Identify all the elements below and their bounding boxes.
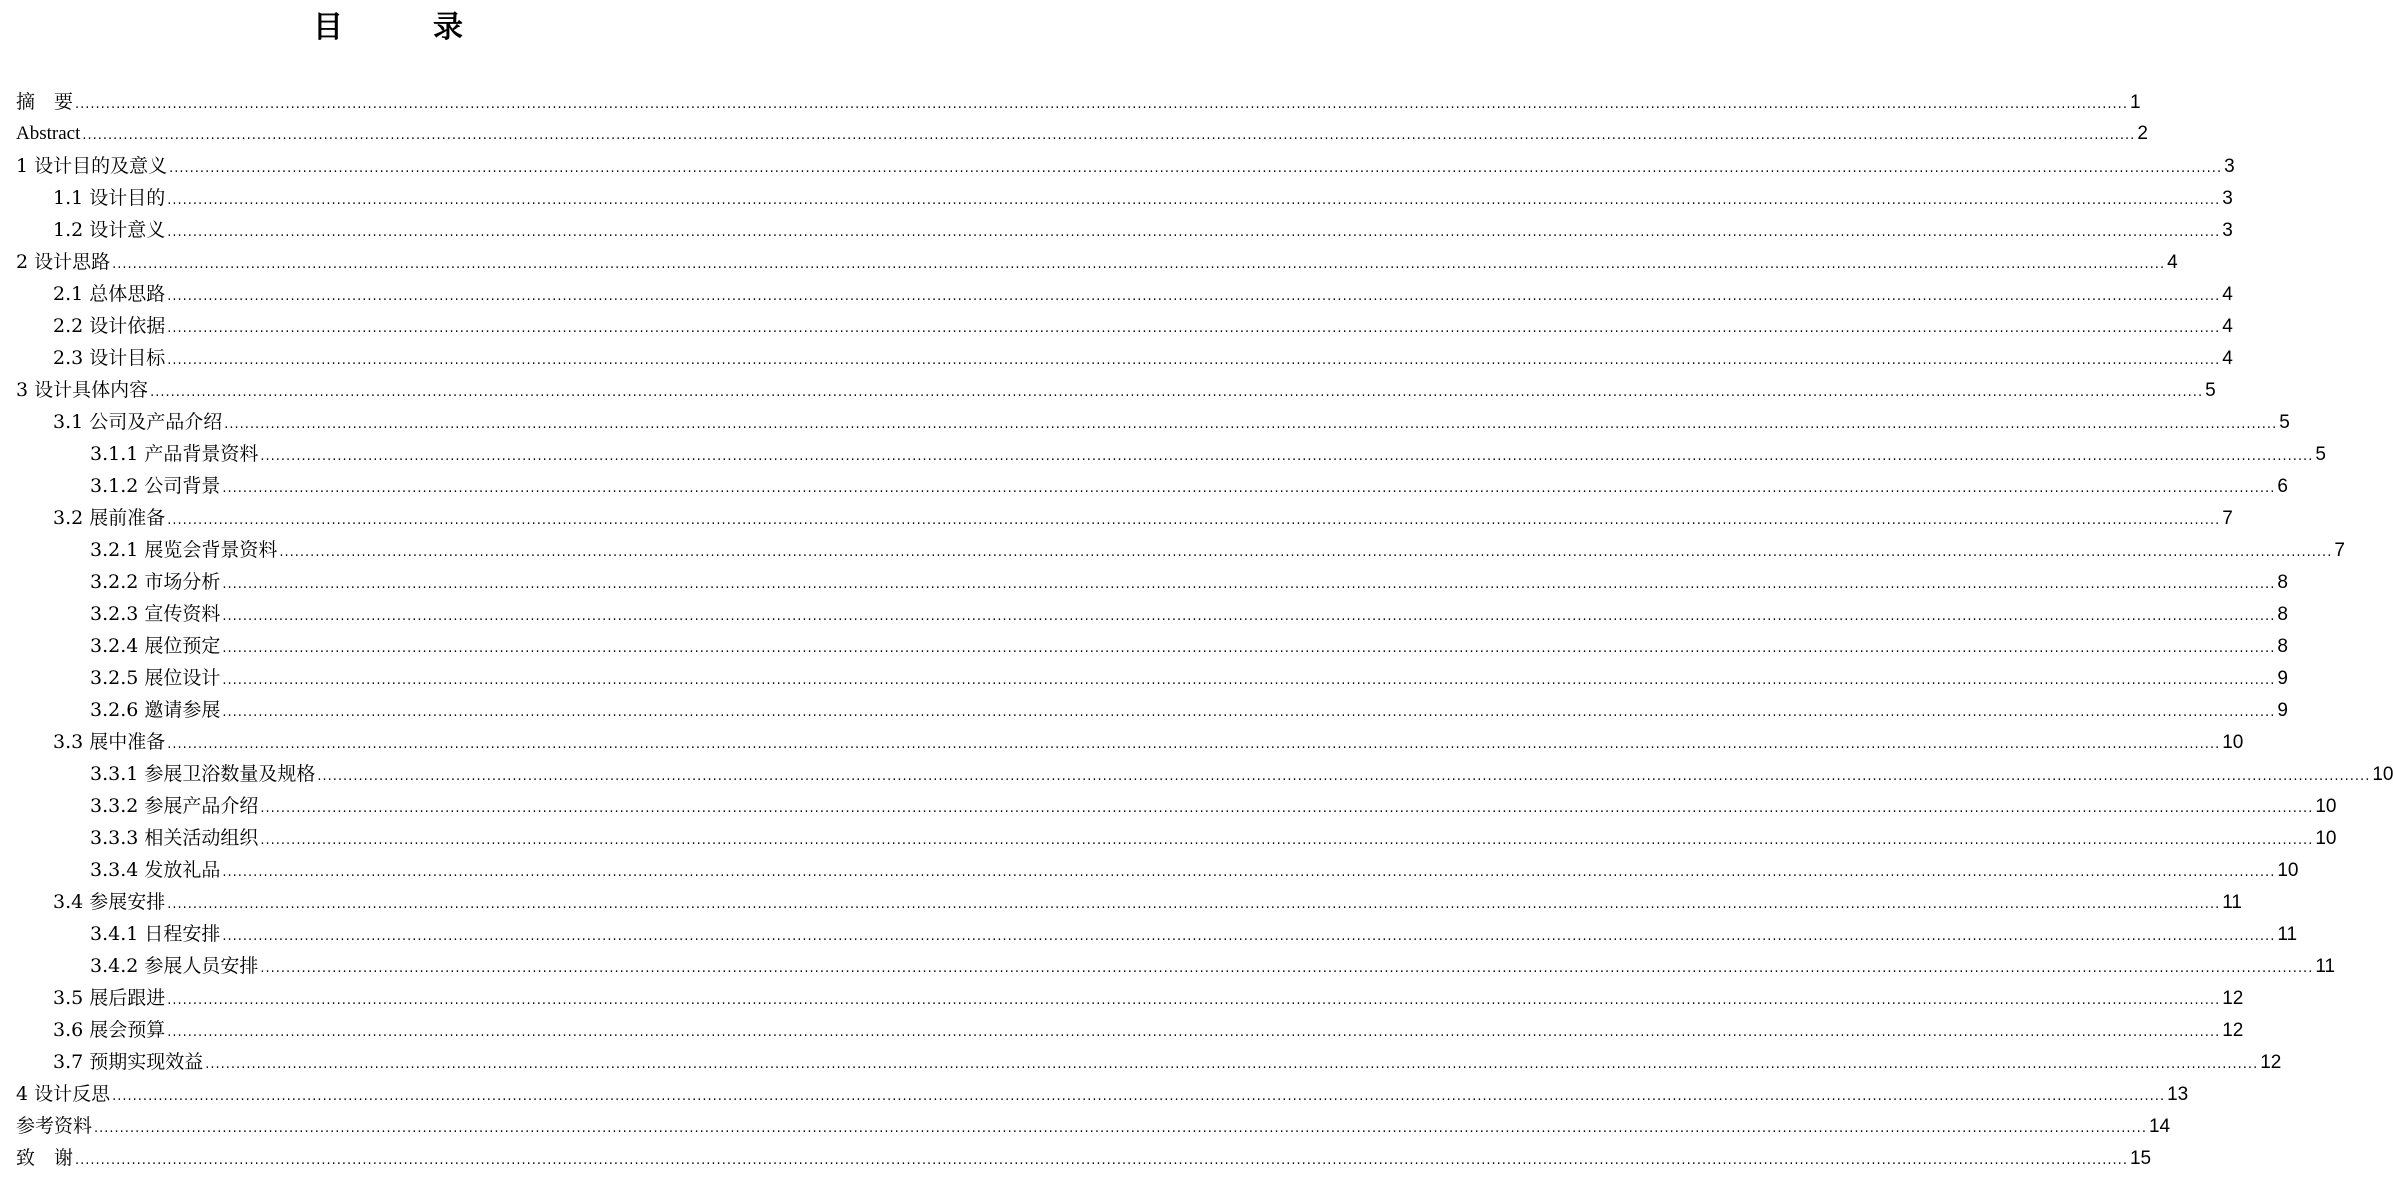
toc-entry[interactable] bbox=[16, 310, 2233, 342]
toc-entry-page-number: 3 bbox=[2222, 220, 2233, 241]
toc-entry[interactable] bbox=[16, 470, 2288, 502]
toc-entry-page-number: 11 bbox=[2315, 956, 2336, 977]
toc-entry-label: 1 设计目的及意义 bbox=[16, 155, 168, 177]
dot-leader: ................................................................................................................................................................................................................................................................................................................................................................................................................ bbox=[167, 353, 2221, 368]
toc-entry-label: 3.3.1 参展卫浴数量及规格 bbox=[90, 763, 316, 785]
dot-leader: ................................................................................................................................................................................................................................................................................................................................................................................................................ bbox=[222, 673, 2276, 688]
page-title: 目 录 bbox=[313, 10, 493, 45]
toc-entry-page-number: 4 bbox=[2222, 316, 2233, 337]
toc-entry-page-number: 5 bbox=[2279, 412, 2290, 433]
toc-entry-label: 3.4.1 日程安排 bbox=[90, 923, 221, 945]
dot-leader: ................................................................................................................................................................................................................................................................................................................................................................................................................ bbox=[169, 161, 2223, 176]
toc-entry[interactable] bbox=[16, 982, 2244, 1014]
toc-entry-label: 致 谢 bbox=[16, 1147, 74, 1169]
toc-entry-page-number: 7 bbox=[2334, 540, 2345, 561]
toc-entry-page-number: 4 bbox=[2222, 284, 2233, 305]
toc-entry[interactable] bbox=[16, 214, 2233, 246]
toc-entry[interactable] bbox=[16, 342, 2233, 374]
toc-entry[interactable] bbox=[16, 534, 2345, 566]
toc-entry-label: 3.3.3 相关活动组织 bbox=[90, 827, 259, 849]
toc-entry-page-number: 10 bbox=[2315, 828, 2337, 849]
toc-entry-page-number: 4 bbox=[2222, 348, 2233, 369]
toc-entry[interactable] bbox=[16, 886, 2242, 918]
dot-leader: ................................................................................................................................................................................................................................................................................................................................................................................................................ bbox=[222, 609, 2276, 624]
toc-entry-label: 2 设计思路 bbox=[16, 251, 111, 273]
dot-leader: ................................................................................................................................................................................................................................................................................................................................................................................................................ bbox=[112, 257, 2166, 272]
toc-entry[interactable] bbox=[16, 694, 2288, 726]
toc-entry-page-number: 8 bbox=[2277, 604, 2288, 625]
dot-leader: ................................................................................................................................................................................................................................................................................................................................................................................................................ bbox=[167, 321, 2221, 336]
dot-leader: ................................................................................................................................................................................................................................................................................................................................................................................................................ bbox=[167, 289, 2221, 304]
toc-entry-label: 3.2.1 展览会背景资料 bbox=[90, 539, 278, 561]
toc-entry[interactable] bbox=[16, 1046, 2282, 1078]
toc-entry-label: 3.3.4 发放礼品 bbox=[90, 859, 221, 881]
dot-leader: ................................................................................................................................................................................................................................................................................................................................................................................................................ bbox=[112, 1089, 2166, 1104]
dot-leader: ................................................................................................................................................................................................................................................................................................................................................................................................................ bbox=[260, 833, 2314, 848]
toc-entry-page-number: 9 bbox=[2277, 700, 2288, 721]
toc-entry-label: 3.2.3 宣传资料 bbox=[90, 603, 221, 625]
toc-entry-label: 3.4 参展安排 bbox=[53, 891, 166, 913]
toc-entry[interactable] bbox=[16, 278, 2233, 310]
toc-entry[interactable] bbox=[16, 1078, 2189, 1110]
toc-entry[interactable] bbox=[16, 1014, 2244, 1046]
dot-leader: ................................................................................................................................................................................................................................................................................................................................................................................................................ bbox=[75, 1153, 2128, 1168]
toc-entry-label: 3.1.2 公司背景 bbox=[90, 475, 221, 497]
toc-entry[interactable] bbox=[16, 630, 2288, 662]
toc-entry-page-number: 10 bbox=[2315, 796, 2337, 817]
toc-entry-label: 3.2.2 市场分析 bbox=[90, 571, 221, 593]
toc-entry[interactable] bbox=[16, 502, 2233, 534]
dot-leader: ................................................................................................................................................................................................................................................................................................................................................................................................................ bbox=[167, 225, 2221, 240]
table-of-contents bbox=[16, 86, 2393, 1174]
toc-entry-label: 摘 要 bbox=[16, 91, 74, 113]
dot-leader: ................................................................................................................................................................................................................................................................................................................................................................................................................ bbox=[222, 705, 2276, 720]
toc-entry-page-number: 12 bbox=[2222, 988, 2244, 1009]
dot-leader: ................................................................................................................................................................................................................................................................................................................................................................................................................ bbox=[222, 929, 2276, 944]
toc-entry[interactable] bbox=[16, 790, 2337, 822]
toc-entry[interactable] bbox=[16, 950, 2336, 982]
toc-entry-page-number: 7 bbox=[2222, 508, 2233, 529]
toc-entry-label: 3.5 展后跟进 bbox=[53, 987, 166, 1009]
toc-entry-label: 3.2.4 展位预定 bbox=[90, 635, 221, 657]
dot-leader: ................................................................................................................................................................................................................................................................................................................................................................................................................ bbox=[222, 641, 2276, 656]
toc-entry-page-number: 3 bbox=[2222, 188, 2233, 209]
dot-leader: ................................................................................................................................................................................................................................................................................................................................................................................................................ bbox=[224, 417, 2278, 432]
toc-entry-page-number: 5 bbox=[2205, 380, 2216, 401]
dot-leader: ................................................................................................................................................................................................................................................................................................................................................................................................................ bbox=[222, 577, 2276, 592]
toc-entry-label: 3.4.2 参展人员安排 bbox=[90, 955, 259, 977]
toc-entry-label: 3.3 展中准备 bbox=[53, 731, 166, 753]
toc-entry[interactable] bbox=[16, 118, 2148, 150]
dot-leader: ................................................................................................................................................................................................................................................................................................................................................................................................................ bbox=[94, 1121, 2147, 1136]
toc-entry-page-number: 11 bbox=[2277, 924, 2298, 945]
dot-leader: ................................................................................................................................................................................................................................................................................................................................................................................................................ bbox=[167, 897, 2221, 912]
toc-entry-page-number: 2 bbox=[2137, 123, 2148, 144]
toc-entry-label: 1.1 设计目的 bbox=[53, 187, 166, 209]
toc-entry-label: 1.2 设计意义 bbox=[53, 219, 166, 241]
dot-leader: ................................................................................................................................................................................................................................................................................................................................................................................................................ bbox=[167, 737, 2221, 752]
toc-entry[interactable] bbox=[16, 822, 2337, 854]
dot-leader: ................................................................................................................................................................................................................................................................................................................................................................................................................ bbox=[260, 801, 2314, 816]
toc-entry-label: 3.1 公司及产品介绍 bbox=[53, 411, 223, 433]
toc-entry[interactable] bbox=[16, 150, 2235, 182]
dot-leader: ................................................................................................................................................................................................................................................................................................................................................................................................................ bbox=[82, 128, 2136, 143]
dot-leader: ................................................................................................................................................................................................................................................................................................................................................................................................................ bbox=[205, 1057, 2259, 1072]
toc-entry-label: 3.7 预期实现效益 bbox=[53, 1051, 204, 1073]
toc-entry[interactable] bbox=[16, 406, 2290, 438]
dot-leader: ................................................................................................................................................................................................................................................................................................................................................................................................................ bbox=[260, 449, 2314, 464]
toc-entry[interactable] bbox=[16, 662, 2288, 694]
toc-entry[interactable] bbox=[16, 758, 2393, 790]
toc-entry-label: 3.2.6 邀请参展 bbox=[90, 699, 221, 721]
toc-entry-page-number: 8 bbox=[2277, 572, 2288, 593]
toc-entry[interactable] bbox=[16, 246, 2178, 278]
toc-entry[interactable] bbox=[16, 182, 2233, 214]
toc-entry-label: 4 设计反思 bbox=[16, 1083, 111, 1105]
toc-entry-page-number: 1 bbox=[2129, 92, 2141, 113]
toc-entry[interactable] bbox=[16, 1142, 2152, 1174]
toc-entry-page-number: 5 bbox=[2315, 444, 2326, 465]
toc-entry-page-number: 15 bbox=[2129, 1148, 2152, 1169]
toc-entry-page-number: 10 bbox=[2222, 732, 2244, 753]
toc-entry-label: 3 设计具体内容 bbox=[16, 379, 149, 401]
dot-leader: ................................................................................................................................................................................................................................................................................................................................................................................................................ bbox=[317, 769, 2371, 784]
dot-leader: ................................................................................................................................................................................................................................................................................................................................................................................................................ bbox=[222, 481, 2276, 496]
toc-entry-label: 3.2.5 展位设计 bbox=[90, 667, 221, 689]
dot-leader: ................................................................................................................................................................................................................................................................................................................................................................................................................ bbox=[150, 385, 2204, 400]
toc-entry-page-number: 4 bbox=[2167, 252, 2178, 273]
toc-entry[interactable] bbox=[16, 598, 2288, 630]
toc-entry-page-number: 11 bbox=[2222, 892, 2242, 913]
toc-entry-label: 3.2 展前准备 bbox=[53, 507, 166, 529]
toc-entry-label: 2.1 总体思路 bbox=[53, 283, 166, 305]
dot-leader: ................................................................................................................................................................................................................................................................................................................................................................................................................ bbox=[260, 961, 2314, 976]
toc-entry-page-number: 12 bbox=[2260, 1052, 2282, 1073]
toc-entry[interactable] bbox=[16, 918, 2298, 950]
toc-entry[interactable] bbox=[16, 86, 2141, 118]
toc-entry-page-number: 8 bbox=[2277, 636, 2288, 657]
toc-entry[interactable] bbox=[16, 438, 2326, 470]
toc-entry-page-number: 6 bbox=[2277, 476, 2288, 497]
toc-entry[interactable] bbox=[16, 1110, 2171, 1142]
toc-entry-page-number: 10 bbox=[2277, 860, 2299, 881]
dot-leader: ................................................................................................................................................................................................................................................................................................................................................................................................................ bbox=[167, 1025, 2221, 1040]
toc-entry-page-number: 9 bbox=[2277, 668, 2288, 689]
toc-entry[interactable] bbox=[16, 726, 2244, 758]
toc-entry-page-number: 10 bbox=[2372, 764, 2393, 785]
dot-leader: ................................................................................................................................................................................................................................................................................................................................................................................................................ bbox=[222, 865, 2276, 880]
toc-entry-label: 3.6 展会预算 bbox=[53, 1019, 166, 1041]
dot-leader: ................................................................................................................................................................................................................................................................................................................................................................................................................ bbox=[75, 97, 2128, 112]
toc-entry-label: 2.2 设计依据 bbox=[53, 315, 166, 337]
toc-entry-page-number: 12 bbox=[2222, 1020, 2244, 1041]
toc-entry[interactable] bbox=[16, 854, 2299, 886]
toc-entry-page-number: 14 bbox=[2148, 1116, 2171, 1137]
toc-entry[interactable] bbox=[16, 374, 2216, 406]
toc-entry[interactable] bbox=[16, 566, 2288, 598]
dot-leader: ................................................................................................................................................................................................................................................................................................................................................................................................................ bbox=[167, 993, 2221, 1008]
toc-entry-page-number: 13 bbox=[2167, 1084, 2189, 1105]
toc-entry-label: 3.3.2 参展产品介绍 bbox=[90, 795, 259, 817]
toc-entry-label: Abstract bbox=[16, 123, 81, 144]
dot-leader: ................................................................................................................................................................................................................................................................................................................................................................................................................ bbox=[167, 513, 2221, 528]
toc-entry-label: 2.3 设计目标 bbox=[53, 347, 166, 369]
toc-entry-page-number: 3 bbox=[2224, 156, 2235, 177]
dot-leader: ................................................................................................................................................................................................................................................................................................................................................................................................................ bbox=[279, 545, 2333, 560]
dot-leader: ................................................................................................................................................................................................................................................................................................................................................................................................................ bbox=[167, 193, 2221, 208]
toc-entry-label: 参考资料 bbox=[16, 1115, 93, 1137]
toc-entry-label: 3.1.1 产品背景资料 bbox=[90, 443, 259, 465]
